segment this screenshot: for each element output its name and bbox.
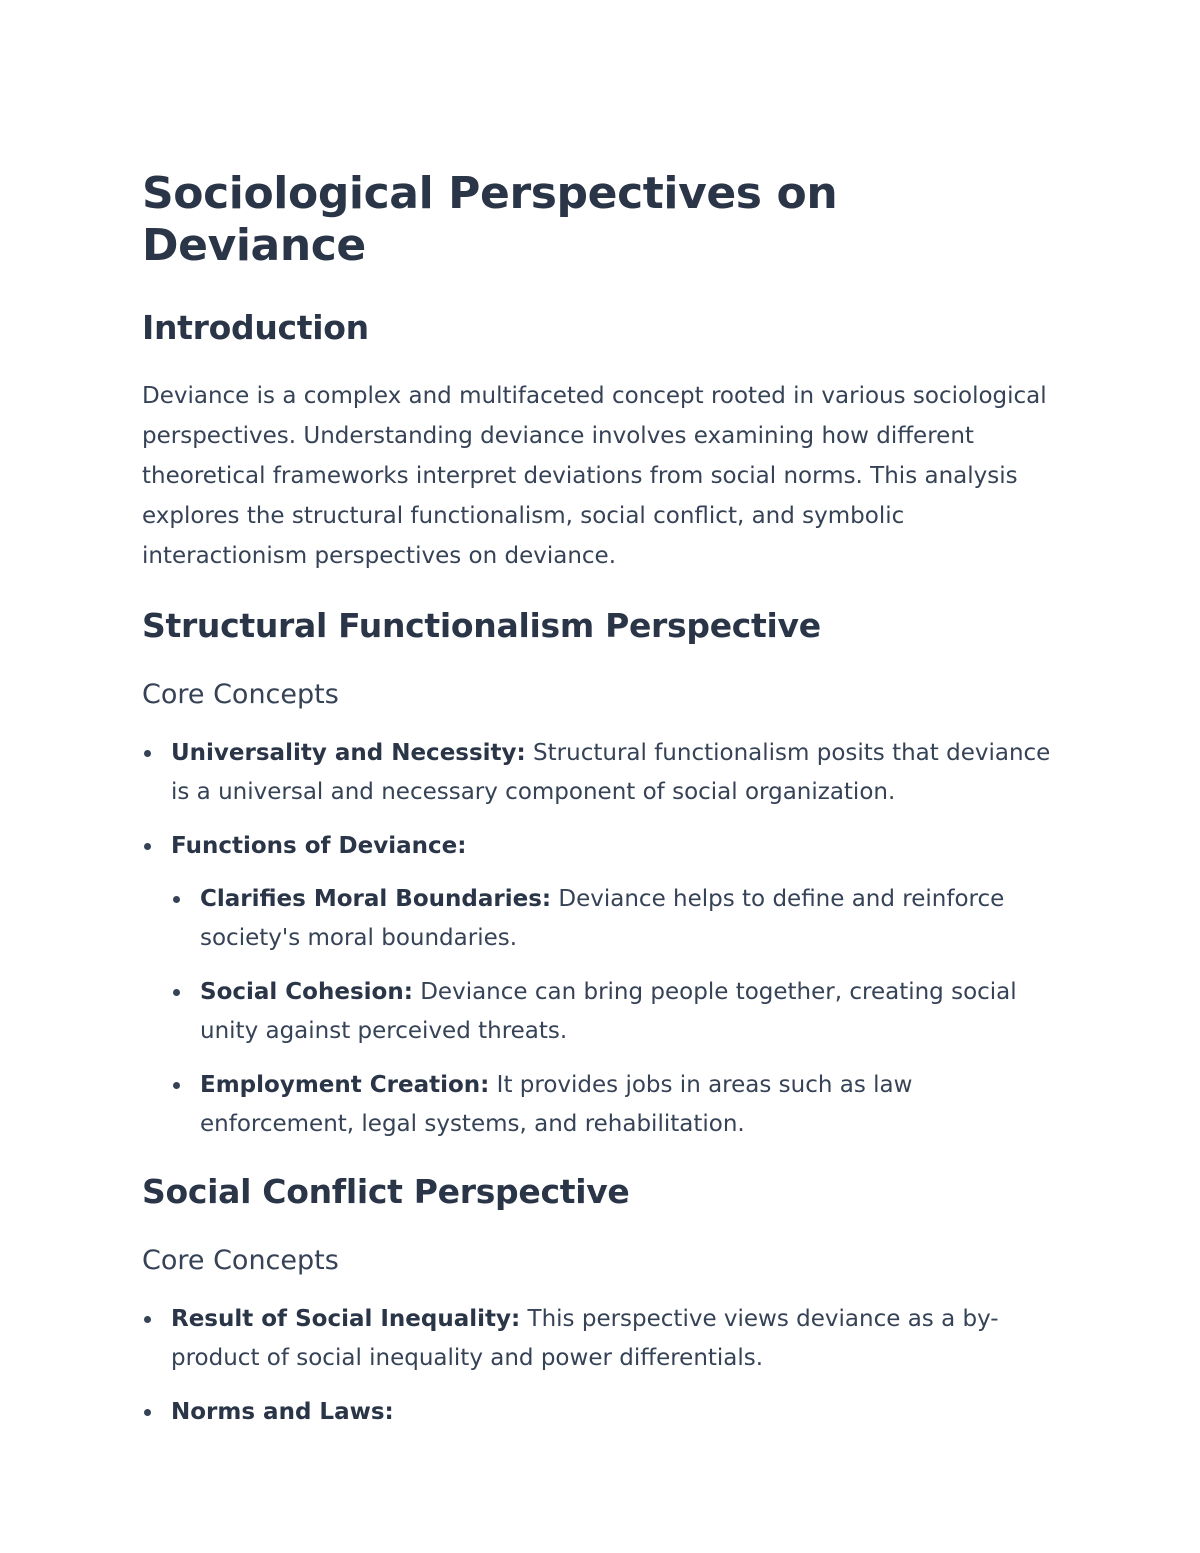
bullet-icon — [144, 843, 151, 850]
functions-of-deviance-sublist — [171, 880, 1060, 1144]
structural-functionalism-list — [142, 734, 1060, 1144]
bullet-icon — [144, 1316, 151, 1323]
section-heading-social-conflict: Social Conflict Perspective — [142, 1172, 630, 1211]
list-item-text: Structural functionalism posits that deviance is a universal and necessary component of social organization. — [171, 740, 1051, 805]
social-conflict-list — [142, 1300, 1060, 1432]
sublist-item-text: Deviance can bring people together, creating social unity against perceived threats. — [200, 979, 1017, 1044]
sublist-item-term: Social Cohesion: — [200, 979, 413, 1005]
bullet-icon — [173, 989, 180, 996]
list-item — [142, 827, 1060, 1144]
subheading-core-concepts: Core Concepts — [142, 679, 339, 710]
list-item-term: Result of Social Inequality: — [171, 1306, 521, 1332]
section-heading-structural-functionalism: Structural Functionalism Perspective — [142, 606, 821, 645]
list-item-term: Functions of Deviance: — [171, 833, 467, 859]
bullet-icon — [144, 750, 151, 757]
sublist-item-term: Clarifies Moral Boundaries: — [200, 886, 552, 912]
list-item — [142, 1393, 1060, 1432]
list-item-term: Universality and Necessity: — [171, 740, 526, 766]
list-item — [142, 734, 1060, 812]
page-title: Sociological Perspectives on Deviance — [142, 168, 838, 271]
list-item-term: Norms and Laws: — [171, 1399, 394, 1425]
list-item — [142, 1300, 1060, 1378]
sublist-item-text: It provides jobs in areas such as law enforcement, legal systems, and rehabilitation. — [200, 1072, 913, 1137]
sublist-item — [171, 973, 1060, 1051]
list-item-text: This perspective views deviance as a by-product of social inequality and power differentials. — [171, 1306, 999, 1371]
sublist-item-text: Deviance helps to define and reinforce society's moral boundaries. — [200, 886, 1005, 951]
bullet-icon — [173, 896, 180, 903]
sublist-item-term: Employment Creation: — [200, 1072, 490, 1098]
sublist-item — [171, 880, 1060, 958]
section-heading-introduction: Introduction — [142, 308, 369, 347]
sublist-item — [171, 1066, 1060, 1144]
bullet-icon — [144, 1409, 151, 1416]
introduction-paragraph: Deviance is a complex and multifaceted concept rooted in various sociological perspectives. Understanding deviance involves examining how different theoretical frameworks interpret deviations from social norms. This analysis explores the structural functionalism, social conflict, and symbolic interactionism perspectives on deviance. — [142, 383, 1047, 569]
subheading-core-concepts: Core Concepts — [142, 1245, 339, 1276]
bullet-icon — [173, 1082, 180, 1089]
